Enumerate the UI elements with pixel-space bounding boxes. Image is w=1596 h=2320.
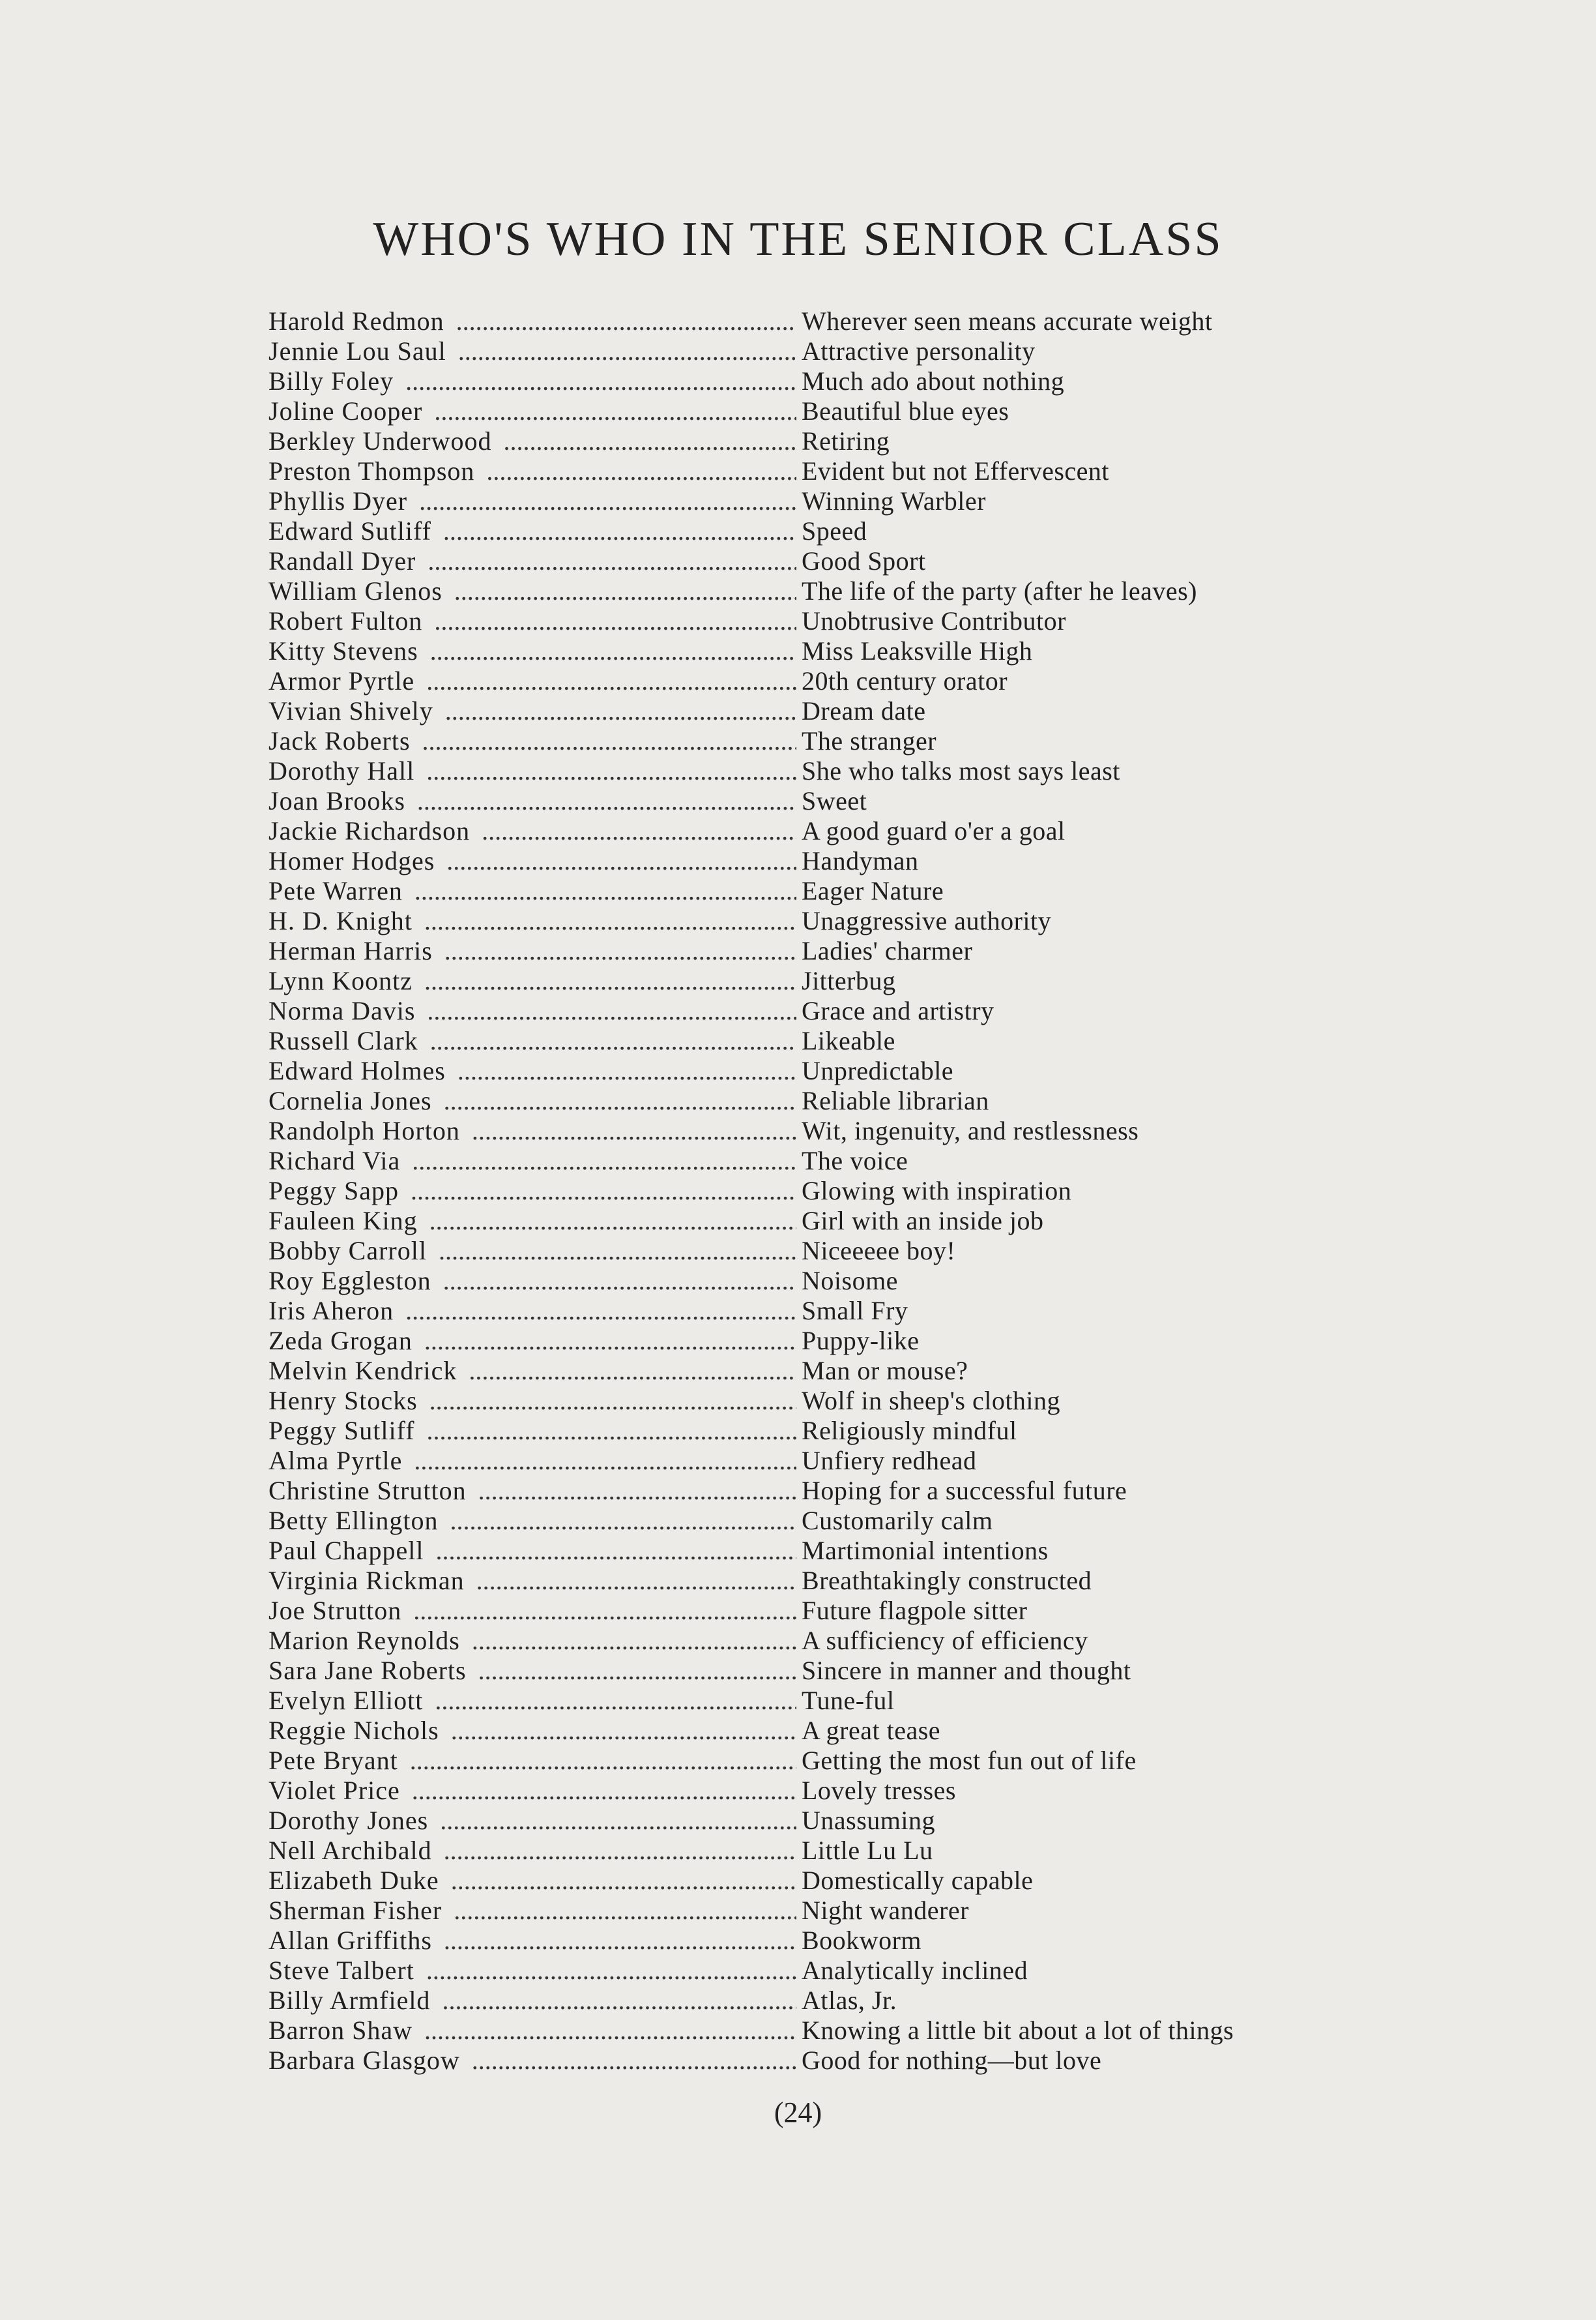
roster-entry (268, 1506, 1363, 1536)
roster-entry (268, 1536, 1363, 1566)
roster-entry (268, 1446, 1363, 1476)
student-name: Zeda Grogan (268, 1326, 413, 1355)
student-description: Sweet (802, 786, 867, 815)
student-name: Peggy Sapp (268, 1176, 399, 1205)
student-name: H. D. Knight (268, 906, 413, 935)
roster-entry-name-column (268, 1266, 802, 1296)
dot-leader (414, 1446, 796, 1476)
roster-entry-name-column (268, 1656, 802, 1686)
student-name: Dorothy Jones (268, 1806, 429, 1835)
student-name: Edward Sutliff (268, 516, 431, 546)
student-name: Elizabeth Duke (268, 1866, 439, 1895)
student-description: Speed (802, 516, 867, 546)
dot-leader (444, 1926, 796, 1956)
roster-entry-name-column (268, 516, 802, 546)
roster-entry (268, 306, 1363, 336)
dot-leader (457, 1056, 796, 1086)
roster-entry-name-column (268, 696, 802, 726)
roster-entry-name-column (268, 1956, 802, 1986)
student-name: Lynn Koontz (268, 966, 413, 995)
roster-entry-name-column (268, 756, 802, 786)
roster-entry (268, 1566, 1363, 1596)
roster-entry (268, 1416, 1363, 1446)
student-name: Marion Reynolds (268, 1626, 460, 1655)
senior-roster-list (268, 306, 1363, 2076)
student-description: Customarily calm (802, 1506, 993, 1535)
roster-entry (268, 1896, 1363, 1926)
roster-entry (268, 1146, 1363, 1176)
roster-entry (268, 846, 1363, 876)
dot-leader (443, 516, 796, 546)
roster-entry (268, 1296, 1363, 1326)
roster-entry (268, 696, 1363, 726)
roster-entry-name-column (268, 936, 802, 966)
student-description: Noisome (802, 1266, 898, 1295)
student-description: Miss Leaksville High (802, 636, 1033, 666)
student-name: Peggy Sutliff (268, 1416, 415, 1445)
roster-entry-name-column (268, 1926, 802, 1956)
roster-entry-name-column (268, 426, 802, 456)
dot-leader (450, 1506, 796, 1536)
dot-leader (430, 1026, 796, 1056)
dot-leader (482, 816, 796, 846)
roster-entry (268, 876, 1363, 906)
roster-entry-name-column (268, 1716, 802, 1746)
roster-entry-name-column (268, 1206, 802, 1236)
student-description: Much ado about nothing (802, 366, 1065, 396)
roster-entry-name-column (268, 996, 802, 1026)
student-description: Hoping for a successful future (802, 1476, 1127, 1505)
roster-entry (268, 426, 1363, 456)
student-name: Steve Talbert (268, 1956, 414, 1985)
dot-leader (454, 1896, 796, 1926)
roster-entry (268, 1476, 1363, 1506)
student-name: Pete Warren (268, 876, 403, 905)
student-description: Getting the most fun out of life (802, 1746, 1137, 1775)
student-description: Good for nothing—but love (802, 2046, 1102, 2075)
roster-entry-name-column (268, 1536, 802, 1566)
dot-leader (430, 636, 796, 666)
student-description: Glowing with inspiration (802, 1176, 1072, 1205)
roster-entry-name-column (268, 1986, 802, 2016)
student-description: Wit, ingenuity, and restlessness (802, 1116, 1139, 1145)
student-description: Unaggressive authority (802, 906, 1052, 935)
dot-leader (414, 876, 796, 906)
dot-leader (412, 1776, 796, 1806)
student-name: Barron Shaw (268, 2016, 413, 2045)
student-description: Wolf in sheep's clothing (802, 1386, 1061, 1415)
student-description: Sincere in manner and thought (802, 1656, 1131, 1685)
roster-entry-name-column (268, 966, 802, 996)
roster-entry-name-column (268, 1086, 802, 1116)
student-name: Cornelia Jones (268, 1086, 432, 1115)
roster-entry (268, 456, 1363, 486)
roster-entry (268, 906, 1363, 936)
dot-leader (419, 486, 796, 516)
roster-entry (268, 816, 1363, 846)
roster-entry-name-column (268, 1236, 802, 1266)
student-description: The life of the party (after he leaves) (802, 576, 1197, 606)
student-name: Norma Davis (268, 996, 416, 1025)
student-name: Jack Roberts (268, 726, 411, 756)
roster-entry (268, 1596, 1363, 1626)
student-name: Armor Pyrtle (268, 666, 415, 696)
dot-leader (472, 1116, 796, 1146)
dot-leader (486, 456, 796, 486)
student-description: Grace and artistry (802, 996, 994, 1025)
roster-entry (268, 966, 1363, 996)
student-description: Religiously mindful (802, 1416, 1017, 1445)
student-name: Homer Hodges (268, 846, 435, 875)
student-name: Reggie Nichols (268, 1716, 439, 1745)
dot-leader (445, 696, 796, 726)
roster-entry-name-column (268, 1386, 802, 1416)
dot-leader (451, 1866, 796, 1896)
dot-leader (454, 576, 796, 606)
student-description: Tune-ful (802, 1686, 895, 1715)
roster-entry (268, 1716, 1363, 1746)
dot-leader (411, 1176, 796, 1206)
roster-entry (268, 576, 1363, 606)
dot-leader (444, 1086, 796, 1116)
student-name: Barbara Glasgow (268, 2046, 460, 2075)
roster-entry-name-column (268, 1746, 802, 1776)
student-name: Herman Harris (268, 936, 433, 965)
student-name: Preston Thompson (268, 456, 475, 486)
dot-leader (434, 606, 796, 636)
roster-entry-name-column (268, 1836, 802, 1866)
roster-entry (268, 1386, 1363, 1416)
roster-entry (268, 606, 1363, 636)
page-number: (24) (774, 2096, 822, 2128)
roster-entry-name-column (268, 1146, 802, 1176)
student-name: Christine Strutton (268, 1476, 467, 1505)
roster-entry-name-column (268, 846, 802, 876)
student-description: She who talks most says least (802, 756, 1120, 786)
roster-entry (268, 1266, 1363, 1296)
roster-entry-name-column (268, 1896, 802, 1926)
student-description: Good Sport (802, 546, 926, 576)
roster-entry-name-column (268, 366, 802, 396)
roster-entry-name-column (268, 1566, 802, 1596)
dot-leader (442, 1986, 796, 2016)
roster-entry (268, 1776, 1363, 1806)
roster-entry (268, 1356, 1363, 1386)
page-title: WHO'S WHO IN THE SENIOR CLASS (373, 213, 1223, 266)
student-name: Randall Dyer (268, 546, 416, 576)
student-description: Unassuming (802, 1806, 935, 1835)
student-description: Breathtakingly constructed (802, 1566, 1092, 1595)
student-description: Likeable (802, 1026, 895, 1055)
roster-entry (268, 1746, 1363, 1776)
roster-entry-name-column (268, 816, 802, 846)
student-description: Handyman (802, 846, 919, 875)
student-name: Edward Holmes (268, 1056, 446, 1085)
student-description: Martimonial intentions (802, 1536, 1049, 1565)
roster-entry (268, 1026, 1363, 1056)
roster-entry (268, 336, 1363, 366)
student-description: Puppy-like (802, 1326, 920, 1355)
roster-entry (268, 1176, 1363, 1206)
dot-leader (426, 756, 796, 786)
student-description: Future flagpole sitter (802, 1596, 1028, 1625)
student-description: Reliable librarian (802, 1086, 989, 1115)
student-description: Winning Warbler (802, 486, 986, 516)
roster-entry-name-column (268, 606, 802, 636)
dot-leader (446, 846, 796, 876)
roster-entry-name-column (268, 636, 802, 666)
student-name: Paul Chappell (268, 1536, 424, 1565)
dot-leader (424, 2016, 796, 2046)
student-description: 20th century orator (802, 666, 1008, 696)
roster-entry (268, 2046, 1363, 2076)
student-name: Allan Griffiths (268, 1926, 432, 1955)
student-description: Unobtrusive Contributor (802, 606, 1066, 636)
roster-entry-name-column (268, 1776, 802, 1806)
roster-entry-name-column (268, 1866, 802, 1896)
dot-leader (440, 1806, 796, 1836)
roster-entry-name-column (268, 1446, 802, 1476)
roster-entry-name-column (268, 1686, 802, 1716)
roster-entry-name-column (268, 666, 802, 696)
student-description: Night wanderer (802, 1896, 969, 1925)
student-description: Eager Nature (802, 876, 944, 905)
roster-entry-name-column (268, 546, 802, 576)
student-name: Billy Armfield (268, 1986, 431, 2015)
roster-entry (268, 546, 1363, 576)
student-name: Russell Clark (268, 1026, 418, 1055)
dot-leader (426, 1956, 796, 1986)
roster-entry-name-column (268, 306, 802, 336)
student-description: Retiring (802, 426, 890, 456)
student-description: Domestically capable (802, 1866, 1034, 1895)
dot-leader (405, 1296, 796, 1326)
dot-leader (412, 1146, 796, 1176)
student-description: Atlas, Jr. (802, 1986, 897, 2015)
dot-leader (443, 1266, 796, 1296)
student-name: Berkley Underwood (268, 426, 492, 456)
roster-entry-name-column (268, 1596, 802, 1626)
dot-leader (427, 1416, 796, 1446)
roster-entry (268, 1056, 1363, 1086)
student-name: Richard Via (268, 1146, 401, 1175)
roster-entry-name-column (268, 2046, 802, 2076)
roster-entry (268, 1956, 1363, 1986)
dot-leader (503, 426, 796, 456)
student-name: Kitty Stevens (268, 636, 418, 666)
student-name: Billy Foley (268, 366, 394, 396)
roster-entry-name-column (268, 336, 802, 366)
student-description: A sufficiency of efficiency (802, 1626, 1088, 1655)
dot-leader (426, 666, 796, 696)
student-description: Unpredictable (802, 1056, 954, 1085)
roster-entry (268, 1656, 1363, 1686)
roster-entry (268, 786, 1363, 816)
student-description: Dream date (802, 696, 926, 726)
dot-leader (456, 306, 796, 336)
student-description: Niceeeee boy! (802, 1236, 956, 1265)
student-name: Dorothy Hall (268, 756, 415, 786)
dot-leader (429, 1206, 796, 1236)
student-description: The voice (802, 1146, 908, 1175)
roster-entry-name-column (268, 1356, 802, 1386)
student-name: Harold Redmon (268, 306, 444, 336)
roster-entry (268, 1086, 1363, 1116)
roster-entry-name-column (268, 1506, 802, 1536)
roster-entry-name-column (268, 1296, 802, 1326)
student-description: Unfiery redhead (802, 1446, 977, 1475)
student-name: Sara Jane Roberts (268, 1656, 467, 1685)
roster-entry (268, 636, 1363, 666)
dot-leader (451, 1716, 796, 1746)
roster-entry (268, 1866, 1363, 1896)
student-name: Nell Archibald (268, 1836, 432, 1865)
student-description: Evident but not Effervescent (802, 456, 1110, 486)
roster-entry (268, 996, 1363, 1026)
dot-leader (472, 2046, 796, 2076)
student-description: Jitterbug (802, 966, 896, 995)
dot-leader (469, 1356, 796, 1386)
dot-leader (417, 786, 796, 816)
student-description: Attractive personality (802, 336, 1036, 366)
dot-leader (476, 1566, 796, 1596)
roster-entry-name-column (268, 1056, 802, 1086)
dot-leader (405, 366, 796, 396)
dot-leader (478, 1656, 796, 1686)
student-description: Knowing a little bit about a lot of things (802, 2016, 1234, 2045)
roster-entry (268, 396, 1363, 426)
roster-entry (268, 486, 1363, 516)
roster-entry-name-column (268, 1026, 802, 1056)
student-name: Phyllis Dyer (268, 486, 408, 516)
student-description: Beautiful blue eyes (802, 396, 1009, 426)
student-name: Joline Cooper (268, 396, 423, 426)
student-name: Jennie Lou Saul (268, 336, 446, 366)
student-name: Sherman Fisher (268, 1896, 443, 1925)
roster-entry-name-column (268, 1806, 802, 1836)
student-description: Small Fry (802, 1296, 908, 1325)
dot-leader (434, 396, 796, 426)
roster-entry-name-column (268, 876, 802, 906)
roster-entry-name-column (268, 1476, 802, 1506)
dot-leader (424, 906, 796, 936)
roster-entry-name-column (268, 2016, 802, 2046)
student-description: A great tease (802, 1716, 941, 1745)
roster-entry-name-column (268, 1326, 802, 1356)
dot-leader (429, 1386, 796, 1416)
roster-entry (268, 666, 1363, 696)
roster-entry (268, 1626, 1363, 1656)
dot-leader (424, 1326, 796, 1356)
dot-leader (427, 996, 796, 1026)
student-name: Roy Eggleston (268, 1266, 431, 1295)
student-description: Girl with an inside job (802, 1206, 1044, 1235)
student-name: Joe Strutton (268, 1596, 402, 1625)
student-name: Betty Ellington (268, 1506, 439, 1535)
roster-entry (268, 1806, 1363, 1836)
roster-entry (268, 1116, 1363, 1146)
student-description: Man or mouse? (802, 1356, 968, 1385)
student-description: Little Lu Lu (802, 1836, 933, 1865)
dot-leader (413, 1596, 796, 1626)
roster-entry (268, 1236, 1363, 1266)
student-name: Henry Stocks (268, 1386, 418, 1415)
dot-leader (436, 1536, 796, 1566)
roster-entry (268, 726, 1363, 756)
student-name: Bobby Carroll (268, 1236, 427, 1265)
student-name: Virginia Rickman (268, 1566, 465, 1595)
roster-entry-name-column (268, 396, 802, 426)
student-name: Fauleen King (268, 1206, 418, 1235)
student-name: Joan Brooks (268, 786, 405, 815)
student-name: Iris Aheron (268, 1296, 394, 1325)
dot-leader (410, 1746, 796, 1776)
dot-leader (439, 1236, 796, 1266)
student-name: William Glenos (268, 576, 443, 606)
student-name: Randolph Horton (268, 1116, 460, 1145)
roster-entry (268, 366, 1363, 396)
dot-leader (444, 1836, 796, 1866)
student-description: Lovely tresses (802, 1776, 956, 1805)
roster-entry-name-column (268, 1626, 802, 1656)
roster-entry (268, 516, 1363, 546)
student-description: Bookworm (802, 1926, 921, 1955)
roster-entry (268, 756, 1363, 786)
dot-leader (435, 1686, 796, 1716)
dot-leader (444, 936, 796, 966)
student-description: The stranger (802, 726, 937, 756)
roster-entry (268, 1686, 1363, 1716)
dot-leader (478, 1476, 796, 1506)
roster-entry-name-column (268, 786, 802, 816)
roster-entry (268, 1926, 1363, 1956)
student-description: Ladies' charmer (802, 936, 973, 965)
roster-entry-name-column (268, 486, 802, 516)
roster-entry (268, 936, 1363, 966)
roster-entry-name-column (268, 906, 802, 936)
roster-entry (268, 1206, 1363, 1236)
roster-entry-name-column (268, 726, 802, 756)
roster-entry (268, 2016, 1363, 2046)
student-name: Vivian Shively (268, 696, 433, 726)
student-name: Evelyn Elliott (268, 1686, 424, 1715)
student-name: Robert Fulton (268, 606, 423, 636)
student-name: Jackie Richardson (268, 816, 471, 845)
student-name: Violet Price (268, 1776, 400, 1805)
dot-leader (458, 336, 796, 366)
roster-entry (268, 1836, 1363, 1866)
roster-entry-name-column (268, 1416, 802, 1446)
roster-entry-name-column (268, 456, 802, 486)
roster-entry (268, 1326, 1363, 1356)
roster-entry-name-column (268, 1176, 802, 1206)
student-description: A good guard o'er a goal (802, 816, 1066, 845)
roster-entry-name-column (268, 1116, 802, 1146)
dot-leader (422, 726, 796, 756)
roster-entry (268, 1986, 1363, 2016)
roster-entry-name-column (268, 576, 802, 606)
student-description: Wherever seen means accurate weight (802, 306, 1213, 336)
student-name: Alma Pyrtle (268, 1446, 403, 1475)
student-description: Analytically inclined (802, 1956, 1028, 1985)
dot-leader (472, 1626, 796, 1656)
student-name: Melvin Kendrick (268, 1356, 457, 1385)
dot-leader (428, 546, 796, 576)
student-name: Pete Bryant (268, 1746, 398, 1775)
dot-leader (424, 966, 796, 996)
